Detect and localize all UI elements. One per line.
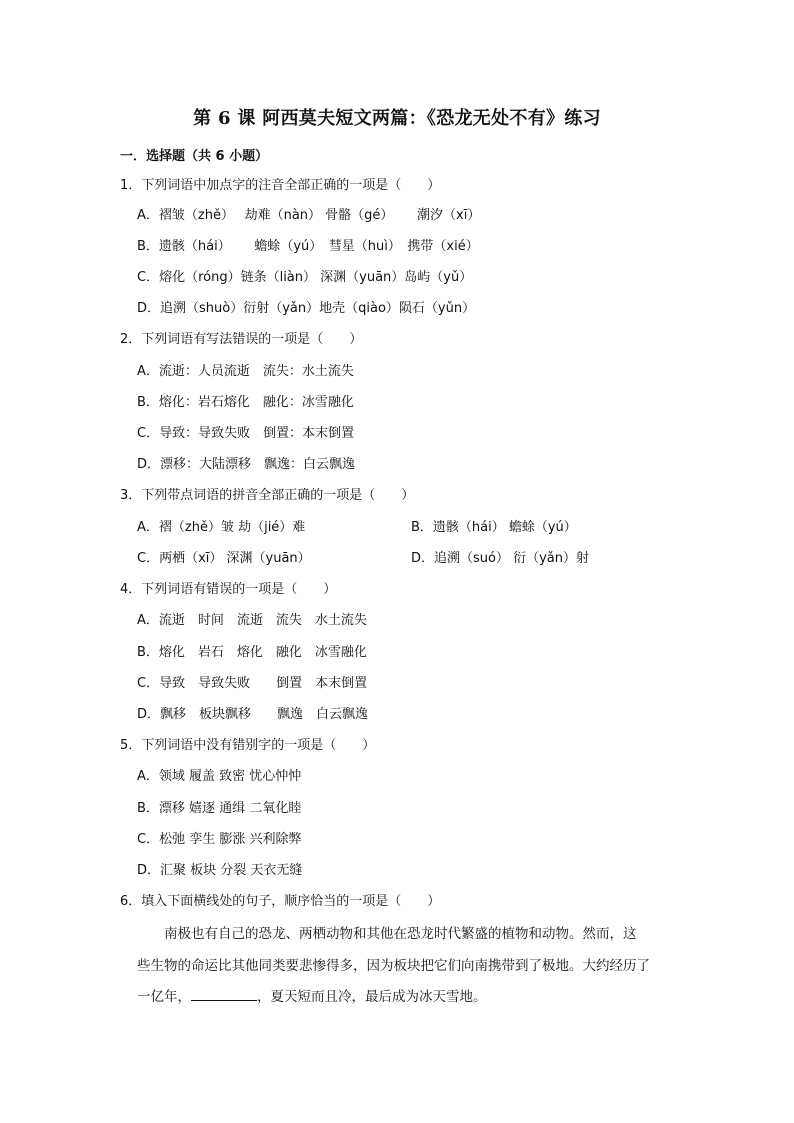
question-2-option-a: A．流逝：人员流逝 流失：水土流失 bbox=[137, 364, 354, 379]
question-3-option-d: D．追溯（suó） 衍（yǎn）射 bbox=[411, 551, 590, 566]
question-2-stem: 2．下列词语有写法错误的一项是（ ） bbox=[120, 332, 363, 347]
question-6-paragraph-line-1: 南极也有自己的恐龙、两栖动物和其他在恐龙时代繁盛的植物和动物。然而，这 bbox=[137, 926, 637, 942]
question-2-option-d: D．漂移：大陆漂移 飘逸：白云飘逸 bbox=[137, 457, 356, 472]
paragraph-suffix: ，夏天短而且冷，最后成为冰天雪地。 bbox=[257, 989, 487, 1005]
question-3-stem: 3．下列带点词语的拼音全部正确的一项是（ ） bbox=[120, 488, 415, 503]
question-3-option-b: B．遗骸（hái） 蟾蜍（yú） bbox=[411, 520, 577, 535]
question-1-option-c: C．熔化（róng）链条（liàn） 深渊（yuān）岛屿（yǔ） bbox=[137, 270, 473, 285]
question-6-paragraph-line-2: 些生物的命运比其他同类要悲惨得多，因为板块把它们向南携带到了极地。大约经历了 bbox=[137, 958, 650, 974]
question-2-option-c: C．导致：导致失败 倒置：本末倒置 bbox=[137, 426, 355, 441]
question-4-option-c: C．导致 导致失败 倒置 本末倒置 bbox=[137, 676, 368, 691]
question-3-option-c: C．两栖（xī） 深渊（yuān） bbox=[137, 551, 311, 566]
question-1-option-a: A．褶皱（zhě） 劫难（nàn） 骨骼（gé） 潮汐（xī） bbox=[137, 208, 481, 223]
question-5-option-a: A．领域 履盖 致密 忧心忡忡 bbox=[137, 769, 302, 784]
section-heading: 一．选择题（共 6 小题） bbox=[120, 149, 269, 164]
page-title: 第 6 课 阿西莫夫短文两篇：《恐龙无处不有》练习 bbox=[193, 108, 601, 129]
question-5-option-b: B．漂移 嬉逐 通缉 二氧化睦 bbox=[137, 801, 302, 816]
question-1-option-b: B．遗骸（hái） 蟾蜍（yú） 彗星（huì） 携带（xié） bbox=[137, 239, 479, 254]
question-4-option-b: B．熔化 岩石 熔化 融化 冰雪融化 bbox=[137, 645, 367, 660]
question-4-option-d: D．飘移 板块飘移 飘逸 白云飘逸 bbox=[137, 707, 369, 722]
paragraph-prefix: 一亿年， bbox=[137, 989, 191, 1005]
question-2-option-b: B．熔化：岩石熔化 融化：冰雪融化 bbox=[137, 395, 354, 410]
question-1-option-d: D．追溯（shuò）衍射（yǎn）地壳（qiào）陨石（yǔn） bbox=[137, 301, 476, 316]
question-6-paragraph-line-3 bbox=[137, 987, 487, 1007]
question-1-stem: 1．下列词语中加点字的注音全部正确的一项是（ ） bbox=[120, 178, 441, 193]
question-4-stem: 4．下列词语有错误的一项是（ ） bbox=[120, 582, 337, 597]
question-5-option-d: D．汇聚 板块 分裂 天衣无缝 bbox=[137, 863, 303, 878]
question-4-option-a: A．流逝 时间 流逝 流失 水土流失 bbox=[137, 613, 367, 628]
answer-blank bbox=[191, 988, 257, 1001]
question-5-option-c: C．松弛 孪生 膨涨 兴利除弊 bbox=[137, 832, 302, 847]
question-3-option-a: A．褶（zhě）皱 劫（jié）难 bbox=[137, 520, 306, 535]
question-5-stem: 5．下列词语中没有错别字的一项是（ ） bbox=[120, 738, 376, 753]
question-6-stem: 6．填入下面横线处的句子，顺序恰当的一项是（ ） bbox=[120, 894, 441, 909]
